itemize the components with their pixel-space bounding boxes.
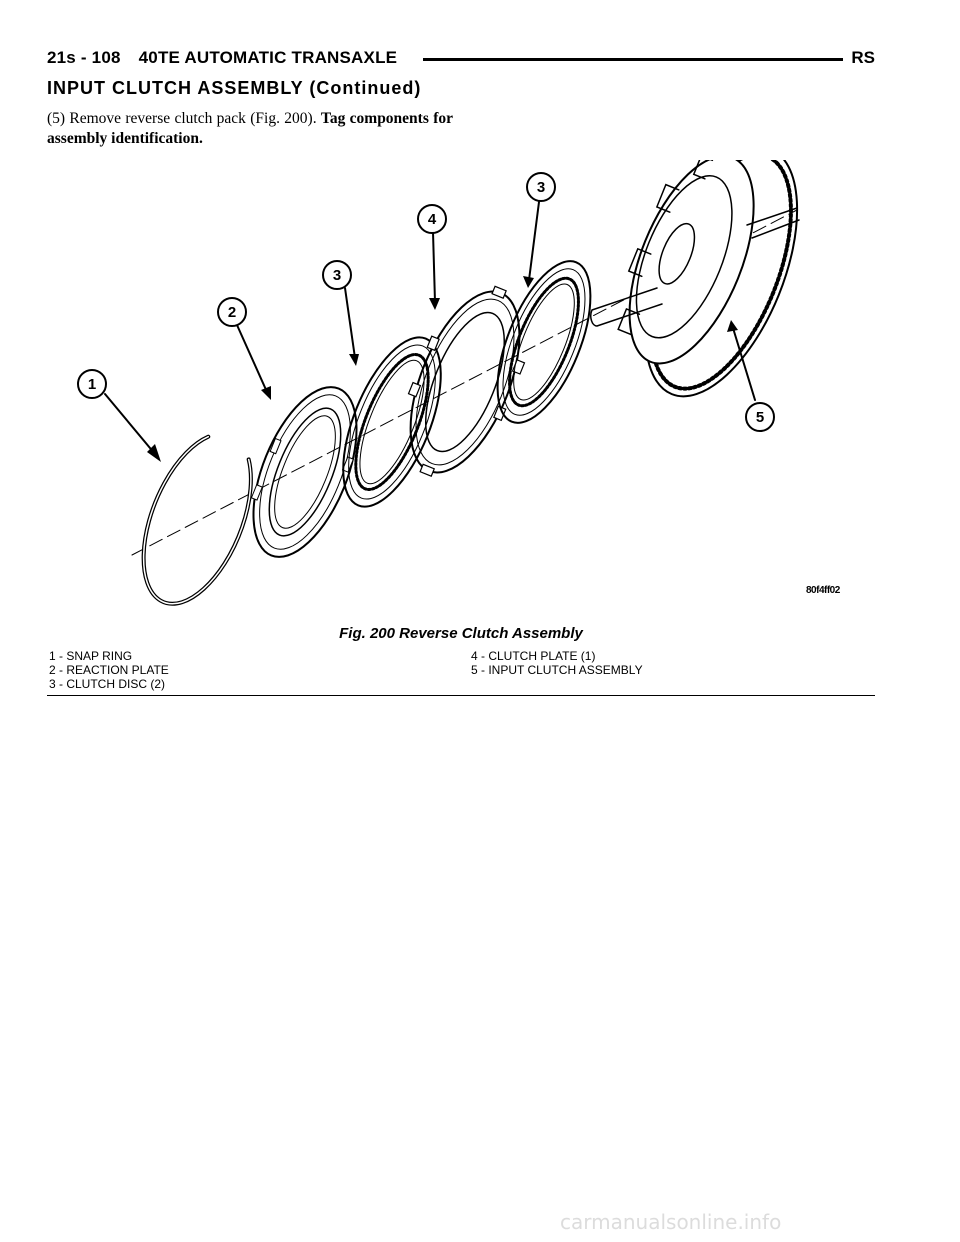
legend-item: 2 - REACTION PLATE (49, 663, 169, 677)
figure-caption: Fig. 200 Reverse Clutch Assembly (339, 625, 583, 642)
callout-5 (746, 403, 774, 431)
manual-title: 40TE AUTOMATIC TRANSAXLE (138, 48, 398, 67)
watermark: carmanualsonline.info (560, 1210, 782, 1234)
callout-3a (323, 261, 351, 289)
svg-text:5: 5 (755, 409, 765, 426)
svg-text:4: 4 (427, 211, 437, 228)
legend-item: 5 - INPUT CLUTCH ASSEMBLY (471, 663, 643, 677)
legend-item: 1 - SNAP RING (49, 649, 133, 663)
callout-4 (418, 205, 446, 233)
snap-ring (122, 427, 269, 618)
legend-item: 4 - CLUTCH PLATE (1) (471, 649, 596, 663)
legend-rule (47, 695, 875, 696)
callout-1 (78, 370, 106, 398)
page-number: 21s - 108 (47, 48, 121, 67)
svg-text:3: 3 (332, 267, 342, 284)
callout-3b (527, 173, 555, 201)
section-title: INPUT CLUTCH ASSEMBLY (Continued) (47, 78, 422, 98)
procedure-step (47, 109, 453, 149)
header-left (47, 48, 423, 68)
art-code: 80f4ff02 (806, 585, 840, 596)
svg-text:2: 2 (227, 304, 237, 321)
model-code: RS (843, 48, 875, 68)
page-header (47, 46, 875, 72)
step-text: (5) Remove reverse clutch pack (Fig. 200). (47, 110, 317, 127)
exploded-view-illustration (47, 160, 875, 620)
callout-2 (218, 298, 246, 326)
legend-item: 3 - CLUTCH DISC (2) (49, 677, 166, 691)
svg-text:1: 1 (87, 376, 97, 393)
step-bold-note: Tag components for assembly identification. (47, 110, 453, 147)
svg-text:3: 3 (536, 179, 546, 196)
input-clutch-assembly (591, 160, 828, 417)
